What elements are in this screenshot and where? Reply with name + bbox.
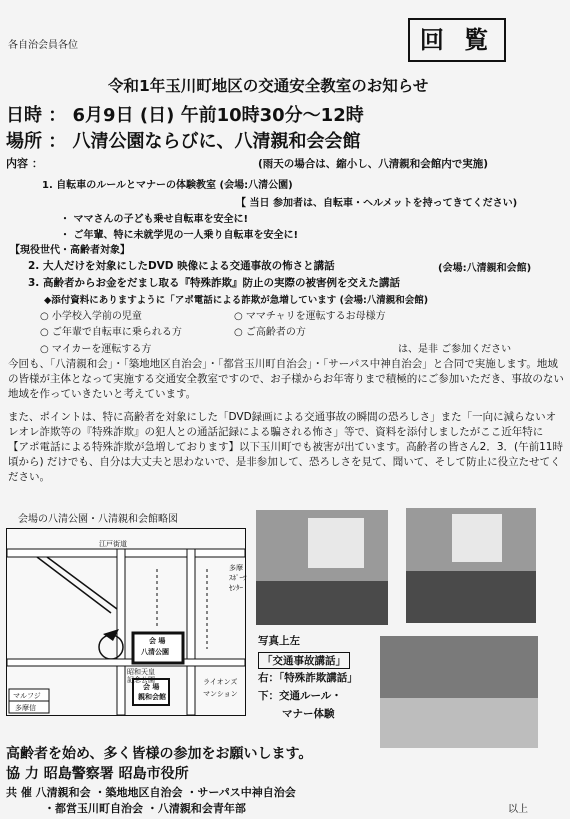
map-label-marufuji: マルフジ [13,692,41,700]
map-label-kinen: 記念公園 [127,676,155,684]
target-note: 【現役世代・高齢者対象】 [10,245,130,256]
bullet-2: ・ ご年輩、特に未就学児の一人乗り自転車を安全に! [60,230,299,241]
photo-caption-4: マナー体験 [282,708,335,720]
map-label-sports-2: ｽﾎﾟｰﾂ [229,574,247,582]
circle-item-3: ○ ご年輩で自転車に乗られる方 [40,327,182,338]
rain-note: (雨天の場合は、縮小し、八清親和会館内で実施) [258,158,489,170]
map-label-lions: ライオンズ [203,678,238,686]
content-label: 内容 ： [6,157,43,170]
date-line: 日時 ： 6月9日 (日) 午前10時30分～12時 [6,105,364,126]
circle-item-1: ○ 小学校入学前の児童 [40,311,142,322]
sponsors-line-1: 共 催 八清親和会 ・築地地区自治会 ・サーパス中神自治会 [6,786,296,799]
map-label-park-venue: 会 場 [149,637,166,645]
area-map [6,528,246,716]
map-label-sports-3: ｾﾝﾀｰ [229,584,243,592]
addressee: 各自治会員各位 [8,40,78,51]
circular-stamp: 回 覧 [408,18,506,62]
map-label-mansion: マンション [203,690,238,698]
item3: 3. 高齢者からお金をだまし取る『特殊詐欺』防止の実際の被害例を交えた講話 [28,277,400,289]
bullet-1: ・ ママさんの子ども乗せ自転車を安全に! [60,214,249,225]
item1: 1. 自転車のルールとマナーの体験教室 (会場:八清公園) [42,180,293,191]
circle-item-2: ○ ママチャリを運転するお母様方 [234,311,386,322]
map-label-hall: 親和会館 [138,693,166,701]
photo-traffic-lecture [256,510,388,625]
end-mark: 以上 [508,804,528,815]
circle-item-4: ○ ご高齢者の方 [234,327,306,338]
item3-note: ◆添付資料にありますように「アポ電話による詐欺が急増しています (会場:八清親和会館) [44,295,429,306]
item1-note: 【 当日 参加者は、自転車・ヘルメットを持ってきてください) [236,198,518,209]
paragraph-intro: 今回も、「八清親和会」・「築地地区自治会」・「都営玉川町自治会」・「サーパス中神自治会」と合同で実施します。地域の皆様が主体となって実施する交通安全教室ですので、お子様からお年寄りまで積極的にご参加いただき、事故のない地域を作っていきたいと考えています。 [8,358,564,400]
map-label-sports-1: 多摩 [229,564,243,572]
map-caption: 会場の八清公園・八清親和会館略図 [18,514,178,525]
item2-venue: (会場:八清親和会館) [438,263,532,274]
item2: 2. 大人だけを対象にしたDVD 映像による交通事故の怖さと講話 [28,260,335,272]
map-drawing [7,529,245,715]
appeal-text: 高齢者を始め、多く皆様の参加をお願いします。 [6,746,313,762]
place-line: 場所 ： 八清公園ならびに、八清親和会会館 [6,131,361,152]
photo-bicycle-class [380,636,538,748]
map-label-hall-venue: 会 場 [143,683,160,691]
map-label-park: 八清公園 [141,648,169,656]
cooperation-text: 協 力 昭島警察署 昭島市役所 [6,766,189,782]
photo-caption-1: 「交通事故講話」 [258,652,350,669]
photo-caption-2: 右：「特殊詐欺講話」 [258,672,358,684]
photo-caption-title: 写真上左 [258,635,300,647]
map-label-road: 江戸街道 [99,540,127,548]
photo-caption-3: 下：交通ルール・ [258,690,342,702]
sponsors-line-2: ・都営玉川町自治会 ・八清親和会青年部 [44,802,246,815]
map-label-showa: 昭和天皇 [127,668,155,676]
circle-item-5: ○ マイカーを運転する方 [40,344,152,355]
paragraph-points: また、ポイントは、特に高齢者を対象にした「DVD録画による交通事故の瞬間の恐ろしさ」また「一向に減らないオレオレ詐欺等の『特殊詐欺』の犯人との通話記録による騙される怖さ」等で、資料を添付しましたがここ近年特に【アポ電話による特殊詐欺が急増しております】以下玉川町でも被害が出ています。高齢者の皆さん2．3．(午前11時頃から) だけでも、自分は大丈夫と思わないで、是非参加して、恐ろしさを見て、聞いて、そして防止に役立たせてください。 [8,411,563,483]
map-label-bank: 多摩信 [15,704,36,712]
page-title: 令和1年玉川町地区の交通安全教室のお知らせ [108,77,429,95]
photo-fraud-lecture [406,508,536,623]
invite-text: は、是非 ご参加ください [398,344,512,355]
